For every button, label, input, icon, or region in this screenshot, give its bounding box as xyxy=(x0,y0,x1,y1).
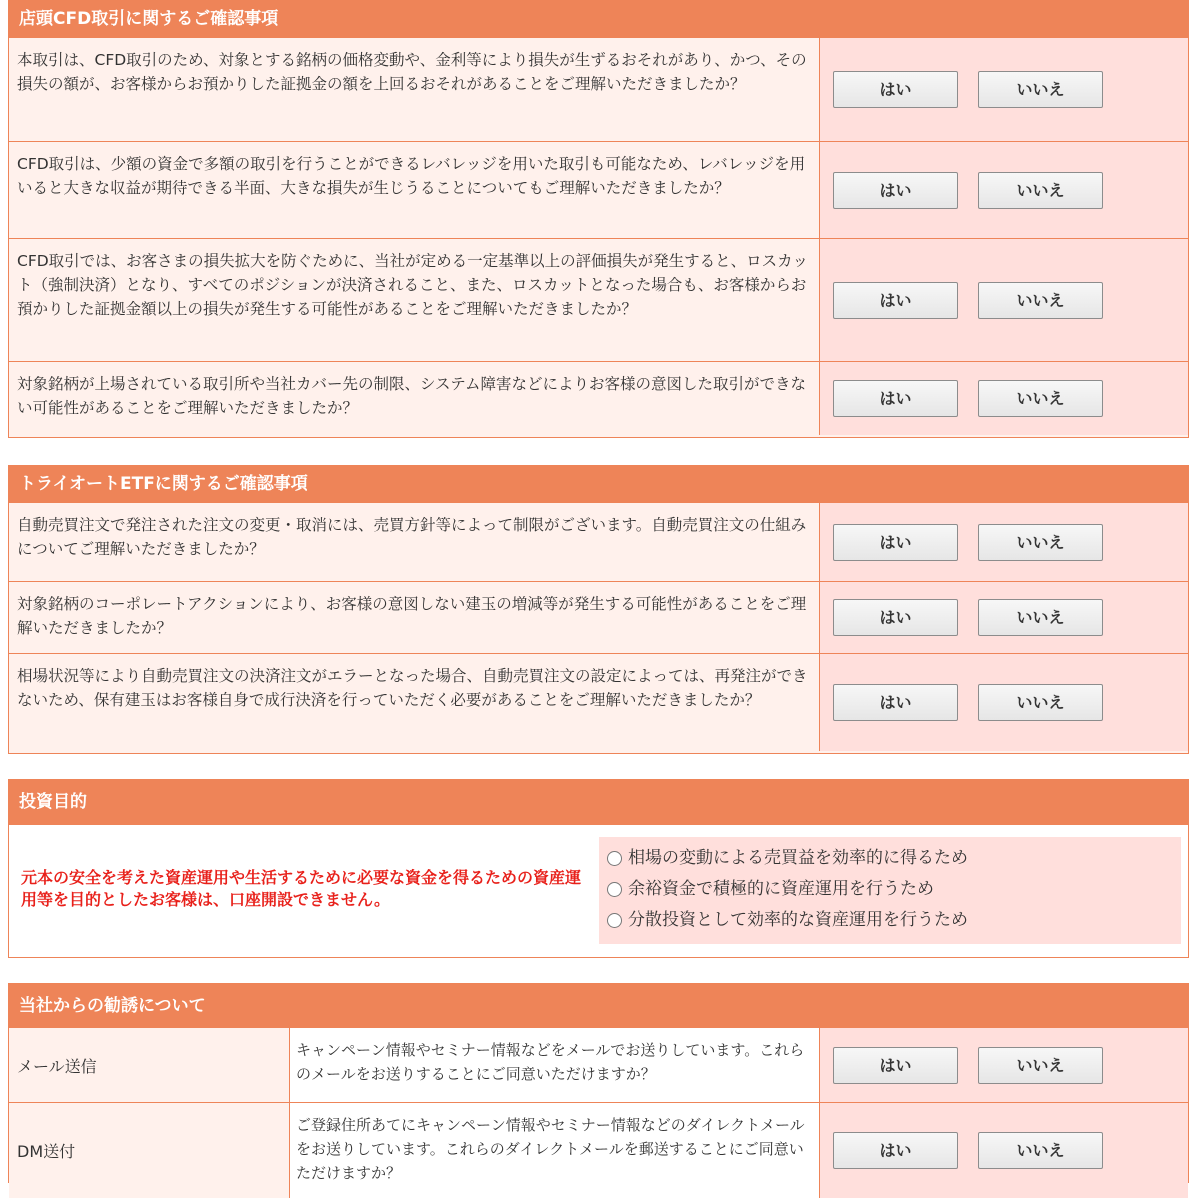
yes-button[interactable]: はい xyxy=(833,599,958,636)
question-row xyxy=(9,38,1188,141)
yes-button[interactable]: はい xyxy=(833,524,958,561)
consent-description: キャンペーン情報やセミナー情報などをメールでお送りしています。これらのメールをお送りすることにご同意いただけますか？ xyxy=(289,1028,819,1102)
question-text: 対象銘柄が上場されている取引所や当社カバー先の制限、システム障害などによりお客様の意図した取引ができない可能性があることをご理解いただきましたか？ xyxy=(9,362,819,435)
yes-button[interactable]: はい xyxy=(833,71,958,108)
no-button[interactable]: いいえ xyxy=(978,684,1103,721)
no-button[interactable]: いいえ xyxy=(978,599,1103,636)
radio-button[interactable] xyxy=(607,851,622,866)
cfd-confirmation-section xyxy=(8,0,1189,438)
option-label: 相場の変動による売買益を効率的に得るため xyxy=(628,848,968,868)
question-text: 自動売買注文で発注された注文の変更・取消には、売買方針等によって制限がございます。自動売買注文の仕組みについてご理解いただきましたか？ xyxy=(9,503,819,581)
consent-label: メール送信 xyxy=(9,1028,289,1102)
purpose-warning: 元本の安全を考えた資産運用や生活するために必要な資金を得るための資産運用等を目的としたお客様は、口座開設できません。 xyxy=(21,868,582,909)
yes-button[interactable]: はい xyxy=(833,172,958,209)
question-text: 本取引は、CFD取引のため、対象とする銘柄の価格変動や、金利等により損失が生ずるおそれがあり、かつ、その損失の額が、お客様からお預かりした証拠金の額を上回るおそれがあることをご理解いただきましたか？ xyxy=(9,38,819,141)
consent-description: ご登録住所あてにキャンペーン情報やセミナー情報などのダイレクトメールをお送りしています。これらのダイレクトメールを郵送することにご同意いただけますか？ xyxy=(289,1103,819,1198)
answer-buttons xyxy=(819,503,1188,581)
question-row xyxy=(9,503,1188,581)
answer-buttons xyxy=(819,142,1188,238)
section-header: 店頭CFD取引に関するご確認事項 xyxy=(9,1,1188,38)
answer-buttons xyxy=(819,1028,1188,1102)
no-button[interactable]: いいえ xyxy=(978,524,1103,561)
solicitation-section xyxy=(8,983,1189,1183)
option-label: 余裕資金で積極的に資産運用を行うため xyxy=(628,879,934,899)
yes-button[interactable]: はい xyxy=(833,380,958,417)
option-label: 分散投資として効率的な資産運用を行うため xyxy=(628,910,968,930)
question-text: 対象銘柄のコーポレートアクションにより、お客様の意図しない建玉の増減等が発生する可能性があることをご理解いただきましたか？ xyxy=(9,582,819,653)
answer-buttons xyxy=(819,362,1188,435)
question-row xyxy=(9,361,1188,435)
no-button[interactable]: いいえ xyxy=(978,71,1103,108)
answer-buttons xyxy=(819,239,1188,361)
no-button[interactable]: いいえ xyxy=(978,1132,1103,1169)
no-button[interactable]: いいえ xyxy=(978,1047,1103,1084)
purpose-option[interactable] xyxy=(607,874,1173,905)
purpose-option[interactable] xyxy=(607,905,1173,936)
purpose-option[interactable] xyxy=(607,843,1173,874)
yes-button[interactable]: はい xyxy=(833,282,958,319)
question-row xyxy=(9,141,1188,238)
consent-row-email xyxy=(9,1028,1188,1102)
yes-button[interactable]: はい xyxy=(833,1132,958,1169)
question-row xyxy=(9,653,1188,751)
no-button[interactable]: いいえ xyxy=(978,172,1103,209)
no-button[interactable]: いいえ xyxy=(978,282,1103,319)
no-button[interactable]: いいえ xyxy=(978,380,1103,417)
answer-buttons xyxy=(819,654,1188,751)
purpose-options xyxy=(599,837,1181,944)
answer-buttons xyxy=(819,582,1188,653)
answer-buttons xyxy=(819,38,1188,141)
yes-button[interactable]: はい xyxy=(833,1047,958,1084)
section-header: 当社からの勧誘について xyxy=(9,984,1188,1028)
radio-button[interactable] xyxy=(607,882,622,897)
question-text: CFD取引は、少額の資金で多額の取引を行うことができるレバレッジを用いた取引も可能なため、レバレッジを用いると大きな収益が期待できる半面、大きな損失が生じうることについてもご理解いただきましたか？ xyxy=(9,142,819,238)
question-text: CFD取引では、お客さまの損失拡大を防ぐために、当社が定める一定基準以上の評価損失が発生すると、ロスカット（強制決済）となり、すべてのポジションが決済されること、また、ロスカットとなった場合も、お客様からお預かりした証拠金額以上の損失が発生する可能性があることをご理解いただきましたか？ xyxy=(9,239,819,361)
etf-confirmation-section xyxy=(8,465,1189,754)
radio-button[interactable] xyxy=(607,913,622,928)
question-text: 相場状況等により自動売買注文の決済注文がエラーとなった場合、自動売買注文の設定によっては、再発注ができないため、保有建玉はお客様自身で成行決済を行っていただく必要があることをご理解いただきましたか？ xyxy=(9,654,819,751)
consent-row-dm xyxy=(9,1102,1188,1198)
consent-label: DM送付 xyxy=(9,1103,289,1198)
yes-button[interactable]: はい xyxy=(833,684,958,721)
purpose-body xyxy=(9,825,1188,957)
question-row xyxy=(9,238,1188,361)
answer-buttons xyxy=(819,1103,1188,1198)
investment-purpose-section xyxy=(8,779,1189,958)
question-row xyxy=(9,581,1188,653)
section-header: トライオートETFに関するご確認事項 xyxy=(9,466,1188,503)
section-header: 投資目的 xyxy=(9,780,1188,825)
